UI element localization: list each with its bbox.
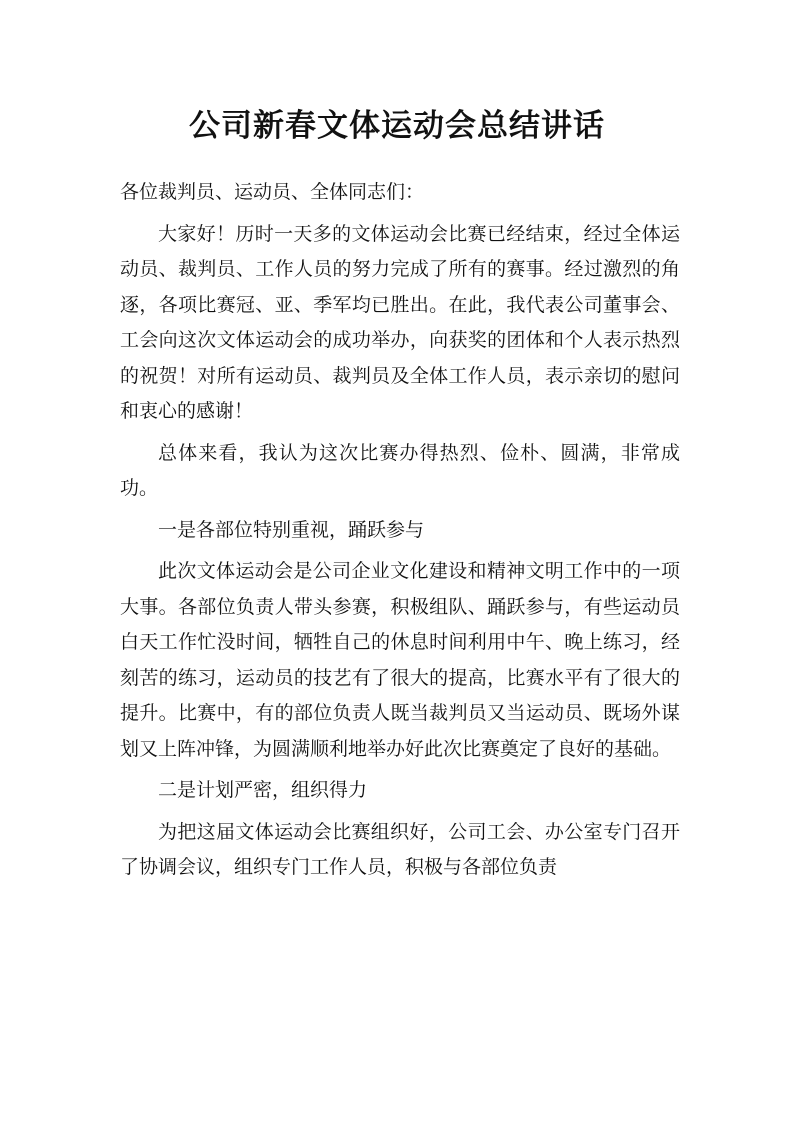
- section-paragraph-1: 此次文体运动会是公司企业文化建设和精神文明工作中的一项大事。各部位负责人带头参赛，积极组队、踊跃参与，有些运动员白天工作忙没时间，牺牲自己的休息时间利用中午、晚上练习，经刻苦的练习，运动员的技艺有了很大的提高，比赛水平有了很大的提升。比赛中，有的部位负责人既当裁判员又当运动员、既场外谋划又上阵冲锋，为圆满顺利地举办好此次比赛奠定了良好的基础。: [120, 560, 680, 760]
- section-heading-2: 二是计划严密，组织得力: [158, 779, 368, 801]
- paragraph-summary: 总体来看，我认为这次比赛办得热烈、俭朴、圆满，非常成功。: [120, 441, 680, 499]
- paragraph-opening: 大家好！历时一天多的文体运动会比赛已经结束，经过全体运动员、裁判员、工作人员的努力完成了所有的赛事。经过激烈的角逐，各项比赛冠、亚、季军均已胜出。在此，我代表公司董事会、工会向这次文体运动会的成功举办，向获奖的团体和个人表示热烈的祝贺！对所有运动员、裁判员及全体工作人员，表示亲切的慰问和衷心的感谢！: [120, 222, 680, 422]
- document-title: 公司新春文体运动会总结讲话: [189, 108, 605, 144]
- section-heading-1: 一是各部位特别重视，踊跃参与: [158, 518, 425, 541]
- section-paragraph-2: 为把这届文体运动会比赛组织好，公司工会、办公室专门召开了协调会议，组织专门工作人员，积极与各部位负责: [120, 820, 680, 878]
- salutation: 各位裁判员、运动员、全体同志们：: [120, 181, 425, 203]
- document-body: [120, 175, 680, 892]
